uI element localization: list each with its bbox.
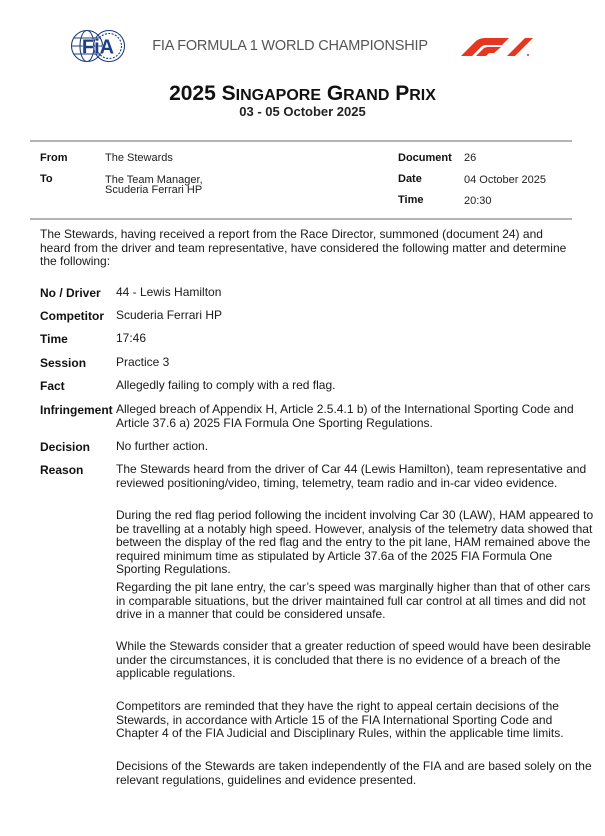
row-label-infringement: Infringement — [40, 403, 113, 417]
reason-paragraph-4: While the Stewards consider that a greater reduction of speed would have been desirable under the circumstances, it is concluded that there is no evidence of a breach of the applicable regulations. — [116, 639, 591, 680]
reason-paragraph-2: During the red flag period following the incident involving Car 30 (LAW), HAM appeared to be travelling at a notably high speed. However, analysis of the telemetry data showed that between the display of the red flag and the entry to the pit lane, HAM remained above the required minimum time as stipulated by Article 37.6a of the 2025 FIA Formula One Sporting Regulations. — [116, 508, 594, 576]
event-name-cap: P — [395, 82, 410, 105]
date-label: Date — [398, 173, 422, 185]
row-label-reason: Reason — [40, 463, 84, 477]
fia-logo — [70, 29, 126, 63]
time-label: Time — [398, 194, 424, 206]
to-label: To — [40, 173, 53, 185]
reason-paragraph-1: The Stewards heard from the driver of Car 44 (Lewis Hamilton), team representative and reviewed positioning/video, timing, telemetry, team radio and in-car video evidence. — [116, 462, 587, 490]
row-value-decision: No further action. — [116, 439, 209, 453]
row-label-fact: Fact — [40, 379, 65, 393]
event-dates: 03 - 05 October 2025 — [239, 104, 366, 119]
from-value: The Stewards — [105, 152, 173, 164]
reason-paragraph-3: Regarding the pit lane entry, the car’s speed was marginally higher than that of other cars in comparable situations, but the driver maintained full car control at all times and did not drive in a manner that could be considered unsafe. — [116, 580, 591, 621]
event-title — [0, 82, 605, 106]
row-value-competitor: Scuderia Ferrari HP — [116, 308, 223, 322]
row-label-driver: No / Driver — [40, 286, 101, 300]
divider-top — [30, 140, 572, 142]
to-value-line1: The Team Manager, — [105, 174, 203, 186]
row-label-session: Session — [40, 356, 87, 370]
event-name-rest: RIX — [409, 87, 436, 104]
date-value: 04 October 2025 — [464, 174, 546, 186]
row-value-session: Practice 3 — [116, 355, 170, 369]
event-name-cap: S — [221, 82, 236, 105]
document-value: 26 — [464, 152, 477, 164]
event-year: 2025 — [169, 82, 216, 105]
championship-title: FIA FORMULA 1 WORLD CHAMPIONSHIP — [152, 38, 428, 54]
event-name-word-1 — [222, 82, 321, 105]
event-name-rest: INGAPORE — [235, 87, 321, 104]
event-name-word-2 — [327, 82, 390, 105]
row-label-competitor: Competitor — [40, 309, 104, 323]
row-label-decision: Decision — [40, 440, 91, 454]
to-value-line2: Scuderia Ferrari HP — [105, 184, 203, 196]
intro-paragraph: The Stewards, having received a report from the Race Director, summoned (document 24) and heard from the driver and team representative, have considered the following matter and determine the following: — [40, 227, 567, 268]
row-value-time: 17:46 — [116, 331, 147, 345]
document-label: Document — [398, 152, 452, 164]
divider-bottom — [30, 218, 572, 220]
row-label-time: Time — [40, 332, 68, 346]
time-value: 20:30 — [464, 195, 492, 207]
svg-text:FiA: FiA — [81, 36, 115, 59]
from-label: From — [40, 152, 68, 164]
row-value-infringement: Alleged breach of Appendix H, Article 2.5.4.1 b) of the International Sporting Code and Article 37.6 a) 2025 FIA Formula One Sporting Regulations. — [116, 402, 574, 430]
row-value-driver: 44 - Lewis Hamilton — [116, 285, 222, 299]
reason-paragraph-6: Decisions of the Stewards are taken independently of the FIA and are based solely on the relevant regulations, guidelines and evidence presented. — [116, 759, 592, 787]
event-name-rest: RAND — [343, 87, 390, 104]
row-value-fact: Allegedly failing to comply with a red flag. — [116, 378, 336, 392]
event-name-word-3 — [395, 82, 436, 105]
f1-logo — [457, 36, 537, 58]
event-name-cap: G — [326, 82, 344, 105]
reason-paragraph-5: Competitors are reminded that they have the right to appeal certain decisions of the Stewards, in accordance with Article 15 of the FIA International Sporting Code and Chapter 4 of the FIA Judicial and Disciplinary Rules, within the applicable time limits. — [116, 699, 564, 740]
